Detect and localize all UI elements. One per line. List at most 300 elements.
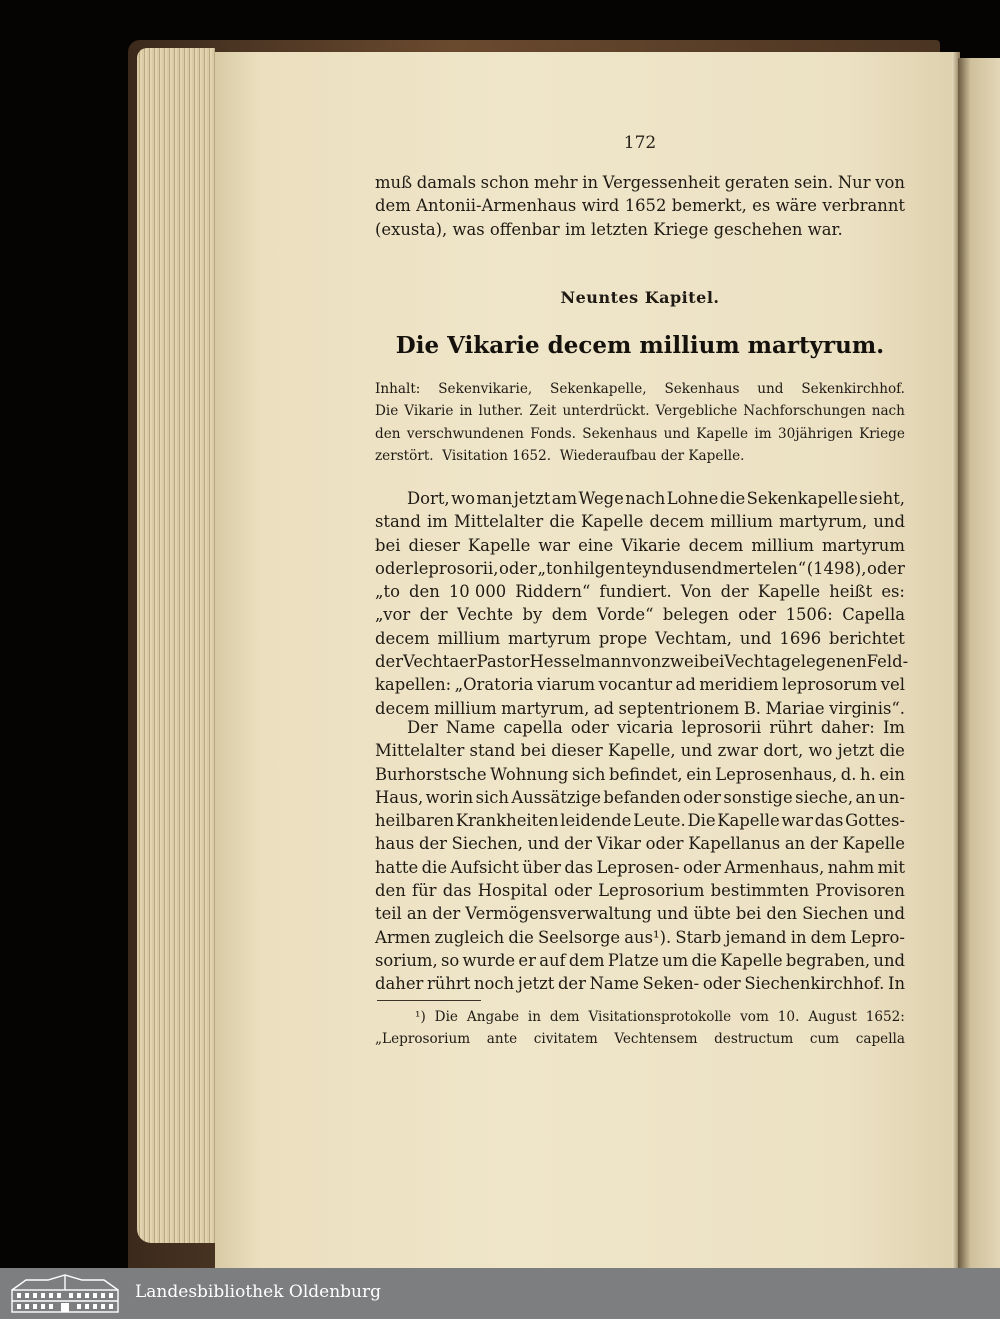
word: Feld- — [866, 652, 909, 672]
word: martyrum — [821, 535, 905, 555]
text-line — [375, 809, 905, 832]
word: oder — [553, 881, 592, 901]
word: und — [680, 741, 713, 761]
word: der — [418, 834, 447, 854]
word: das — [814, 811, 844, 831]
word: millium — [710, 512, 773, 532]
word: Kapelle — [720, 950, 783, 970]
word: decem — [688, 535, 744, 555]
word: oder — [682, 857, 721, 877]
word: vocantur — [598, 675, 673, 695]
word: zerstört. Visitation 1652. Wiederaufbau der Kapelle. — [375, 447, 745, 464]
word: fundiert. — [599, 582, 672, 602]
word: Hospital — [477, 881, 548, 901]
word: es — [752, 196, 771, 216]
text-line — [375, 171, 905, 194]
word: 1652 — [624, 196, 667, 216]
word: martyrum, — [779, 512, 868, 532]
word: mit — [877, 857, 905, 877]
word: belegen — [662, 605, 729, 625]
word: Mittelalter — [375, 741, 465, 761]
word: begraben, — [785, 950, 871, 970]
text-line — [375, 580, 905, 603]
word: es: — [881, 582, 905, 602]
word: worin — [425, 787, 474, 807]
facing-page-edge — [958, 58, 1000, 1268]
page-number: 172 — [623, 133, 657, 153]
word: h. — [860, 764, 876, 784]
text-line — [375, 445, 905, 467]
word: Vechta — [724, 652, 781, 672]
word: die — [421, 857, 448, 877]
word: die — [549, 512, 575, 532]
word: sein. — [794, 173, 834, 192]
word: Vechtensem — [614, 1031, 698, 1047]
word: für — [412, 881, 437, 901]
text-line — [375, 423, 905, 445]
text-line — [375, 510, 905, 533]
word: Lepro- — [850, 927, 905, 947]
word: Visitationsprotokolle — [588, 1009, 732, 1025]
word: viarum — [536, 675, 596, 695]
word: meridiem — [699, 675, 779, 695]
word: teil — [375, 904, 402, 924]
word: Vorde“ — [596, 605, 654, 625]
word: bemerkt, — [671, 196, 747, 216]
word: Haus, — [375, 787, 424, 807]
word: prope — [598, 628, 648, 648]
text-line — [375, 739, 905, 762]
word: dem — [568, 950, 605, 970]
word: Vikarie — [621, 535, 681, 555]
word: daher: — [820, 718, 875, 737]
footnote — [375, 1006, 905, 1050]
word: am — [551, 489, 578, 508]
text-line — [375, 194, 905, 217]
word: und — [873, 904, 905, 924]
word: bei — [698, 652, 725, 672]
word: sich — [475, 787, 509, 807]
word: wird — [581, 196, 620, 216]
word: Die — [375, 403, 399, 420]
word: kapellen: — [375, 675, 452, 695]
word: „Leprosorium — [375, 1031, 471, 1047]
word: der — [432, 904, 461, 924]
text-line — [375, 673, 905, 696]
word: leidende — [560, 811, 632, 831]
word: hatte — [375, 857, 419, 877]
word: un- — [878, 787, 905, 807]
text-line — [375, 763, 905, 786]
word: Sekenhaus — [582, 425, 658, 442]
word: 10. — [777, 1009, 800, 1025]
word: jetzt — [513, 489, 551, 508]
word: Armenhaus, — [724, 857, 825, 877]
word: Starb — [675, 927, 722, 947]
word: den — [375, 881, 406, 901]
word: „to — [375, 582, 400, 602]
word: cum — [809, 1031, 840, 1047]
word: ein — [879, 764, 905, 784]
word: Kapelle, — [607, 741, 676, 761]
word: Leprosen- — [596, 857, 680, 877]
word: dieser — [551, 741, 603, 761]
word: Armen — [375, 927, 431, 947]
word: jemand — [725, 927, 787, 947]
word: millium — [751, 535, 814, 555]
word: das — [442, 881, 472, 901]
text-line — [375, 902, 905, 925]
word: von — [875, 173, 905, 192]
word: ein — [686, 764, 712, 784]
word: Kapelle — [467, 535, 531, 555]
word: haus — [375, 834, 415, 854]
word: B. — [743, 698, 762, 718]
word: Dort, — [407, 489, 450, 508]
word: verschwundenen — [406, 425, 524, 442]
word: Siechenkirchhof. — [744, 974, 885, 994]
word: befanden — [603, 787, 681, 807]
word: 10 000 — [448, 582, 507, 602]
word: Sekenhaus — [664, 381, 740, 397]
word: und — [873, 950, 905, 970]
text-line — [375, 487, 905, 510]
text-line — [375, 832, 905, 855]
word: teyndusend — [625, 558, 723, 578]
word: Kapelle — [696, 425, 749, 442]
word: wo — [451, 489, 475, 508]
word: der — [375, 652, 404, 672]
word: Zeit — [529, 403, 557, 420]
text-line — [375, 879, 905, 902]
word: virginis“. — [829, 698, 905, 718]
word: Kapelle — [717, 811, 780, 831]
word: die — [879, 741, 905, 761]
word: über — [522, 857, 561, 877]
word: leprosorum — [781, 675, 878, 695]
word: Vermögensverwaltung — [465, 904, 652, 924]
word: Riddern“ — [515, 582, 591, 602]
text-line — [375, 856, 905, 879]
word: stand — [375, 512, 421, 532]
word: dem — [810, 927, 847, 947]
word: das — [564, 857, 594, 877]
word: Nachforschungen — [743, 403, 866, 420]
word: an — [406, 904, 428, 924]
word: oder — [702, 974, 741, 994]
word: wo — [808, 741, 833, 761]
word: (exusta), was offenbar im letzten Kriege geschehen war. — [375, 219, 843, 239]
word: Pastor — [476, 652, 530, 672]
word: oder — [375, 558, 413, 578]
text-line — [375, 218, 905, 241]
word: Siechen — [802, 904, 869, 924]
word: noch — [473, 974, 515, 994]
word: daher — [375, 974, 424, 994]
word: dieser — [408, 535, 460, 555]
text-line — [375, 926, 905, 949]
word: übte — [693, 904, 731, 924]
word: um — [662, 950, 689, 970]
word: ad — [593, 698, 615, 718]
chapter-label: Neuntes Kapitel. — [560, 288, 720, 307]
word: mertelen“ — [722, 558, 807, 578]
text-line — [375, 603, 905, 626]
word: ¹) — [415, 1009, 426, 1025]
word: Kapellanus — [688, 834, 781, 854]
word: stand — [469, 741, 516, 761]
word: eine — [578, 535, 614, 555]
word: capella — [503, 718, 563, 737]
word: oder — [499, 558, 537, 578]
word: an — [784, 834, 806, 854]
word: Krankheiten — [455, 811, 559, 831]
word: bei — [735, 904, 762, 924]
word: civitatem — [533, 1031, 598, 1047]
word: ad — [675, 675, 696, 695]
word: Nur — [837, 173, 871, 192]
word: 1506: — [785, 605, 833, 625]
word: heilbaren — [375, 811, 455, 831]
text-line — [375, 1006, 905, 1028]
word: Seelsorge — [537, 927, 621, 947]
word: und — [757, 381, 784, 397]
word: zwar — [717, 741, 758, 761]
word: August — [808, 1009, 857, 1025]
word: Platze — [607, 950, 659, 970]
word: der — [720, 582, 749, 602]
word: den — [409, 582, 440, 602]
word: martyrum, — [501, 698, 590, 718]
word: von — [631, 652, 662, 672]
word: wäre — [775, 196, 817, 216]
text-line — [375, 378, 905, 400]
word: dem — [551, 605, 588, 625]
word: jetzt — [837, 741, 875, 761]
word: Leute. — [633, 811, 686, 831]
word: und — [739, 628, 772, 648]
word: decem — [375, 698, 430, 718]
word: der — [557, 974, 586, 994]
word: Vergebliche — [655, 403, 738, 420]
word: Angabe — [466, 1009, 519, 1025]
word: hilgen — [573, 558, 626, 578]
word: Mariae — [765, 698, 825, 718]
word: in — [582, 173, 599, 192]
word: sich — [572, 764, 606, 784]
word: muß — [375, 173, 413, 192]
word: „Oratoria — [454, 675, 534, 695]
word: sieche, — [795, 787, 854, 807]
text-line — [375, 1028, 905, 1050]
word: rührt — [769, 718, 813, 737]
word: man — [476, 489, 513, 508]
paragraph-1 — [375, 487, 909, 720]
word: Sekenkapelle, — [550, 381, 647, 397]
word: und — [527, 834, 560, 854]
footnote-rule — [377, 1000, 481, 1001]
word: war — [781, 811, 814, 831]
word: Mittelalter — [453, 512, 544, 532]
word: verbrannt — [822, 196, 905, 216]
word: oder — [866, 558, 905, 578]
word: im — [754, 425, 772, 442]
word: Kapelle — [842, 834, 905, 854]
word: vom — [740, 1009, 769, 1025]
word: wurde — [462, 950, 516, 970]
word: Name — [445, 718, 496, 737]
word: Hesselmann — [529, 652, 632, 672]
text-line — [375, 557, 905, 580]
word: sorium, — [375, 950, 438, 970]
word: im — [426, 512, 448, 532]
word: 30jährigen — [778, 425, 853, 442]
word: capella — [855, 1031, 905, 1047]
text-line — [375, 400, 905, 422]
word: rührt — [426, 974, 471, 994]
word: Antonii-Armenhaus — [416, 196, 577, 216]
word: Fonds. — [530, 425, 576, 442]
word: den — [766, 904, 798, 924]
word: Wohnung — [490, 764, 569, 784]
word: Die — [687, 811, 716, 831]
text-line — [375, 650, 909, 673]
footer-bar — [0, 1268, 1000, 1319]
word: in — [790, 927, 807, 947]
word: „vor — [375, 605, 411, 625]
word: bestimmten — [710, 881, 810, 901]
word: auf — [539, 950, 566, 970]
word: und — [656, 904, 689, 924]
word: luther. — [478, 403, 524, 420]
word: oder — [683, 787, 722, 807]
library-name: Landesbibliothek Oldenburg — [135, 1282, 382, 1302]
word: nach — [625, 489, 666, 508]
word: Leprosorium — [598, 881, 705, 901]
word: Kapelle — [757, 582, 821, 602]
word: Vechtaer — [403, 652, 477, 672]
word: berichtet — [829, 628, 905, 648]
word: Aufsicht — [450, 857, 519, 877]
word: Sekenkirchhof. — [801, 381, 905, 397]
word: (1498), — [806, 558, 867, 578]
word: unterdrückt. — [562, 403, 650, 420]
word: war — [538, 535, 571, 555]
word: Provisoren — [815, 881, 905, 901]
word: millium — [434, 698, 497, 718]
text-line — [375, 716, 905, 739]
word: Capella — [842, 605, 905, 625]
word: sieht, — [859, 489, 905, 508]
word: der — [563, 834, 592, 854]
word: Lohne — [666, 489, 719, 508]
word: Burhorstsche — [375, 764, 487, 784]
word: Die — [434, 1009, 458, 1025]
word: in — [527, 1009, 542, 1025]
word: so — [440, 950, 460, 970]
word: sonstige — [723, 787, 793, 807]
word: Sekenvikarie, — [438, 381, 533, 397]
word: Sekenkapelle — [746, 489, 858, 508]
word: Im — [882, 718, 905, 737]
word: heißt — [829, 582, 873, 602]
word: Kapelle — [580, 512, 644, 532]
word: befindet, — [608, 764, 683, 784]
word: mehr — [533, 173, 578, 192]
text-line — [375, 534, 905, 557]
word: Vikarie — [404, 403, 454, 420]
word: Vechte — [457, 605, 514, 625]
word: decem — [375, 628, 430, 648]
word: geraten — [724, 173, 790, 192]
word: Kriege — [859, 425, 905, 442]
word: Inhalt: — [375, 381, 421, 397]
word: aus¹). — [624, 927, 672, 947]
word: damals — [416, 173, 476, 192]
chapter-summary — [375, 378, 905, 467]
word: Von — [680, 582, 712, 602]
word: by — [522, 605, 543, 625]
word: der — [809, 834, 838, 854]
word: martyrum — [508, 628, 591, 648]
word: die — [719, 489, 746, 508]
word: septentrionem — [618, 698, 740, 718]
word: Seken- — [642, 974, 700, 994]
word: vicaria — [616, 718, 674, 737]
word: jetzt — [517, 974, 555, 994]
word: schon — [480, 173, 530, 192]
word: In — [887, 974, 905, 994]
word: Siechen, — [451, 834, 524, 854]
word: nahm — [827, 857, 875, 877]
word: die — [691, 950, 717, 970]
word: oder — [738, 605, 777, 625]
word: millium — [437, 628, 501, 648]
word: dem — [375, 196, 411, 216]
paragraph-2 — [375, 716, 905, 996]
library-building-icon — [8, 1274, 122, 1314]
word: bei — [520, 741, 547, 761]
word: Vechtam, — [655, 628, 733, 648]
word: dort, — [763, 741, 804, 761]
chapter-title: Die Vikarie decem millium martyrum. — [395, 332, 885, 359]
word: decem — [649, 512, 705, 532]
word: dem — [549, 1009, 580, 1025]
word: Name — [589, 974, 639, 994]
word: leprosorii — [681, 718, 762, 737]
word: oder — [570, 718, 609, 737]
text-line — [375, 949, 905, 972]
word: in — [459, 403, 473, 420]
opening-paragraph — [375, 171, 905, 241]
word: Vergessenheit — [602, 173, 720, 192]
word: Aussätzige — [511, 787, 601, 807]
word: 1652: — [865, 1009, 905, 1025]
word: und — [663, 425, 690, 442]
word: Wege — [578, 489, 624, 508]
word: nach — [871, 403, 905, 420]
text-line — [375, 972, 905, 995]
word: zwei — [661, 652, 699, 672]
text-line — [375, 786, 905, 809]
word: Gottes- — [845, 811, 905, 831]
word: 1696 — [779, 628, 822, 648]
word: destructum — [714, 1031, 794, 1047]
word: vel — [880, 675, 905, 695]
word: den — [375, 425, 401, 442]
word: oder — [645, 834, 684, 854]
word: Leprosenhaus, — [715, 764, 838, 784]
